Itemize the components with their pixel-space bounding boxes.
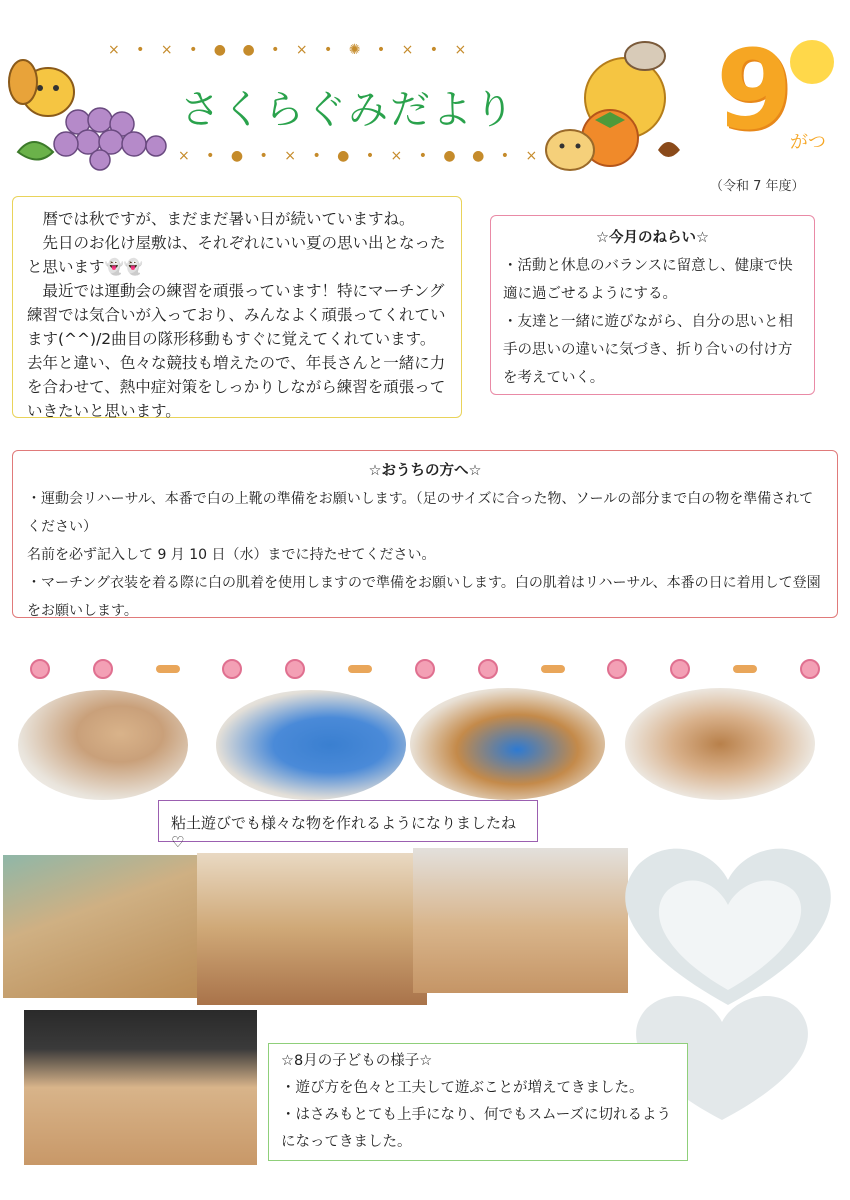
intro-line: 最近では運動会の練習を頑張っています！特にマーチング練習では気合いが入っており、みんなよく頑張ってくれています(^^)/2曲目の隊形移動もすぐに覚えてくれています。去年と違い、色々な競技も増えたので、年長さんと一緒に力を合わせて、熱中症対策をしっかりしながら練習を頑張っていきたいと思います。 xyxy=(27,282,446,420)
photo-clay-2 xyxy=(216,690,406,800)
flower-icon xyxy=(222,659,242,679)
clay-caption: 粘土遊びでも様々な物を作れるようになりましたね♡ xyxy=(158,800,538,842)
goal-item: ・活動と休息のバランスに留意し、健康で快適に過ごせるようにする。 xyxy=(503,258,793,302)
flower-icon xyxy=(415,659,435,679)
flower-icon xyxy=(607,659,627,679)
august-report-box xyxy=(268,1043,688,1161)
squirrel-grapes-illustration xyxy=(8,52,168,172)
header-border-top: × • × • ● ● • × • ✺ • × • × xyxy=(108,42,473,58)
month-number: 9 xyxy=(716,26,793,154)
august-item: ・遊び方を色々と工夫して遊ぶことが増えてきました。 xyxy=(281,1080,644,1096)
intro-message-box xyxy=(12,196,462,418)
newsletter-title: さくらぐみだより xyxy=(180,87,516,133)
monthly-goal-box xyxy=(490,215,815,395)
month-suffix: がつ xyxy=(790,132,826,153)
photo-clay-4 xyxy=(625,688,815,800)
goal-heading: ☆今月のねらい☆ xyxy=(596,230,709,246)
dragonfly-icon xyxy=(348,665,372,673)
dragonfly-icon xyxy=(733,665,757,673)
dragonfly-icon xyxy=(156,665,180,673)
home-item: ・運動会リハーサル、本番で白の上靴の準備をお願いします。（足のサイズに合った物、ソールの部分まで白の物を準備されてください） xyxy=(27,491,814,535)
autumn-fruits-illustration xyxy=(540,38,700,178)
intro-line: 先日のお化け屋敷は、それぞれにいい夏の思い出となったと思います👻👻 xyxy=(27,234,446,276)
august-item: ・はさみもとても上手になり、何でもスムーズに切れるようになってきました。 xyxy=(281,1107,672,1150)
home-item: 名前を必ず記入して 9 月 10 日（水）までに持たせてください。 xyxy=(27,547,436,563)
sun-icon xyxy=(790,40,834,84)
flower-icon xyxy=(30,659,50,679)
header-border-bottom: × • ● • × • ● • × • ● ● • × xyxy=(178,148,544,164)
photo-blocks-2 xyxy=(197,853,427,1005)
photo-heart-1 xyxy=(608,840,848,1010)
flower-divider xyxy=(30,658,820,680)
photo-blocks-3 xyxy=(413,848,628,993)
year-note: （令和 7 年度） xyxy=(710,179,805,194)
parents-notice-box xyxy=(12,450,838,618)
august-heading: ☆8月の子どもの様子☆ xyxy=(281,1053,433,1069)
photo-blocks-1 xyxy=(3,855,198,998)
flower-icon xyxy=(800,659,820,679)
intro-line: 暦では秋ですが、まだまだ暑い日が続いていますね。 xyxy=(42,210,415,228)
home-heading: ☆おうちの方へ☆ xyxy=(368,463,482,479)
flower-icon xyxy=(285,659,305,679)
goal-item: ・友達と一緒に遊びながら、自分の思いと相手の思いの違いに気づき、折り合いの付け方を考えていく。 xyxy=(503,314,793,386)
flower-icon xyxy=(670,659,690,679)
home-item: ・マーチング衣装を着る際に白の肌着を使用しますので準備をお願いします。白の肌着はリハーサル、本番の日に着用して登園をお願いします。 xyxy=(27,575,821,619)
flower-icon xyxy=(478,659,498,679)
photo-friends xyxy=(24,1010,257,1165)
photo-clay-3 xyxy=(410,688,605,800)
dragonfly-icon xyxy=(541,665,565,673)
photo-clay-1 xyxy=(18,690,188,800)
flower-icon xyxy=(93,659,113,679)
